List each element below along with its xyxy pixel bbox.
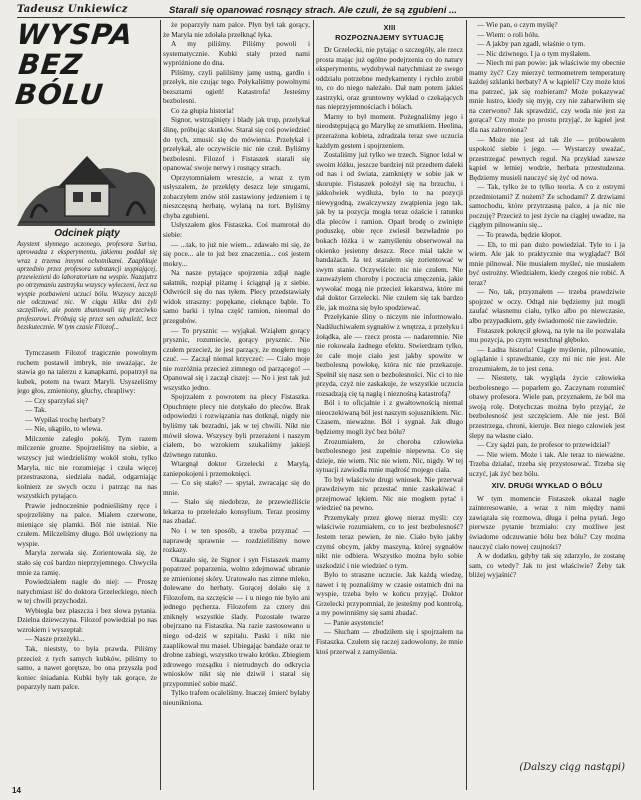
continued-note: (Dalszy ciąg nastąpi) — [519, 762, 625, 773]
paragraph: — To prysznic — wyjąkał. Wziąłem gorący prysznic, rozumiecie, gorący prysznic. Nie czułem przecież, że jest parzący, że mogłem tego czuć. — Zaczął niemal krzyczeć: — Ciało moje nie rozróżnia przecież zimnego od parzącego! — Opanował się i zaczął ciszej: — No i jest tak już wszystko jedno. — [163, 325, 310, 392]
story-title-line-1: WYSPA — [15, 18, 135, 51]
paragraph: — No, tak, przyznałem — trzeba prawdziwie spojrzeć w oczy. Odtąd nie będziemy już mogli zaufać własnemu ciału, tylko albo po niewczasie, albo przypadkiem, gdy świadomość nie zawiedzie. — [469, 287, 625, 325]
paragraph: — Panie asystencie! — [324, 617, 384, 627]
paragraph: Wybiegła bez płaszcza i bez słowa pytania. Dzielna dziewczyna. Filozof powiedział po nas wzrokiem i wyszeptał: — [17, 605, 157, 634]
header-strip — [17, 4, 625, 18]
paragraph: A my piliśmy. Piliśmy powoli i systematycznie. Kubki stały przed nami wypróżnione do dna. — [163, 39, 310, 68]
story-title-line-2: BEZ BÓLU — [13, 48, 106, 111]
story-title-block — [13, 18, 151, 130]
paragraph: — Nic dziwnego. I ja o tym myślałem. — [477, 48, 591, 58]
paragraph: — Niech mi pan powie: jak właściwie my obecnie mamy żyć? Czy mierzyć termometrem temperaturę każdej szklanki herbaty? A w kąpieli? Czy może ktoś ma patrzeć, jak się rozbieram? Może pokazywać mnie lustro, kiedy się myję, czy nie zabarwiłem się na czerwono? Jak sprawdzić, czy woda nie jest za gorąca? Czy może po prostu przyjąć, że kąpiel jest dla nas zabroniona? — [469, 58, 625, 135]
text-column-4 — [469, 20, 625, 760]
paragraph: Tak, nieststy, to była prawda. Piliśmy przecież z tych samych kubków, piliśmy to samo, a nawet gorętsze, bo ona przyszła pod koniec śniadania. Kubki były tak gorące, że poparzyły nam palce. — [17, 643, 157, 692]
paragraph: Prawie jednocześnie podnieśliśmy ręce i spojrzeliśmy na palce. Miałem czerwone, mieniące się plamki. Ból nie istniał. Nie czułem. Milczeliśmy długo. Ból uwięziony na wyspie. — [17, 500, 157, 548]
paragraph: Usłyszałem głos Fistaszka. Coś mamrotał do siebie: — [163, 220, 310, 240]
paragraph: Zostaliśmy już tylko we trzech. Signor leżał w swoim łóżku, jeszcze bardziej niż przedtem daleki od nas i od świata, zamknięty w sobie jak w skorupie. Fistaszek położył się na brzuchu, i jakkolwiek wydłuża, było to na pozycji niewygodną, zwalczywszy zwątpienia jego tak, jak by ta pozycja mogła teraz ożaście i ratunku dla pleców i ramion. Oparł brodę o zwinięte poduszkę, obie ręce zwiesił bezwładnie po bokach łóżka i w zamyśleniu obserwował na okienko jesienny deszcz. Rece miał także w bandażach. Ja też starałem się zorientować w swym stanie. Oczywiście: nic nie czułem. Nie zauważyłem choroby i poczucia zmęczenia, jakie wywołać mogą nie przecież lekarstwa, które mi dał doktor Grzelecki. Nie czułem się tak bardzo źle, jak można się było spodziewać. — [316, 150, 463, 312]
paragraph: Przemykały przez głowę nieraz myśli: czy właściwie rozumiałem, co to jest bezbolesność? Jestem teraz pewien, że nie. Ciało było jakby czymś obcym, jakby maszyną, której sygnałów nikt nie odbiera. Wszystko można było sobie uszkodzić i nie wiedzieć o tym. — [316, 512, 463, 570]
paragraph: Dr Grzelecki, nie pytając o szczegóły, ale rzecz prosta mając już ogólne podejrzenia co do natury eksperymentu, wydobywał natychmiast ze swego oddziału potrzebne medykamenty i rychło zrobił to, co do niego należało. Dał nam potem jakieś zastrzyki, oraz gruntowny wykład o czekających nas nieprzyjemnościach i bólach. — [316, 45, 463, 112]
paragraph: — Może nie jest aż tak źle — próbowałem uspokoić siebie i jego. — Wystarczy uważać, przestrzegać pewnych reguł. Na przykład zawsze kąpiel w letniej wodzie, herbata przestudzona. Będziemy musieli nauczyć się żyć od nowa. — [469, 134, 625, 182]
paragraph: Ból i to oficjalnie i z gwałtownością niemal nieoczekiwaną ból jest naszym sojusznikiem. Nic. Czasem, nieważne. Ból i sygnał. Jak długo będziemy mogli żyć bez bólu? — [316, 398, 463, 436]
paragraph: — Wiem: o roli bólu. — [477, 29, 540, 39]
paragraph: — To prawda, będzie kłopot. — [477, 230, 562, 240]
paragraph: W tym momencie Fistaszek okazał nagłe zainteresowanie, a wraz z nim między nami zawiązała się rozmowa, długa i pełna pytań. Jego pierwsze pytanie brzmiało: czy możliwe jest świadome odczuwanie bólu bez bólu? Czy można nauczyć ciało nowej czujności? — [469, 493, 625, 551]
column-divider — [466, 20, 467, 790]
paragraph: że poparzyły nam palce. Płyn był tak gorący, że Maryla nie zdołała przełknąć łyka. — [163, 20, 310, 39]
paragraph: — Stało się niedobrze, że przewieźliście lekarza to przeleżało konsylium. Teraz prosimy nas zbadać. — [163, 497, 310, 526]
paragraph: — A jakby pan zgadł, właśnie o tym. — [477, 39, 586, 49]
paragraph: — Ładna historia! Ciągłe myślenie, pilnowanie, oglądanie i sprawdzanie, czy mi nic nie jest. Ale zrozumiałem, że to jest cena. — [469, 344, 625, 373]
paragraph: To był właściwie drugi wniosek. Nie przerwał prawdziwym nic przestać mnie zaskakiwać i przejmować lękiem. Nic nie mogłem pytać i wiedzieć na pewno. — [316, 474, 463, 513]
paragraph: — Niestety, tak wygląda życie człowieka bezbolesnego — poparłem go. Zaczynam rozumieć obawy profesora. Wiele pan, przyznałem, że ból ma swoją rolę. Dotychczas można było przyjąć, że bezbolesność jest szczęściem. Ale nie jest. Ból przestrzega, chroni, kieruje. Bez niego człowiek jest ślepy na własne ciało. — [469, 373, 625, 440]
paragraph: Oprzytomniałem wreszcie, a wraz z tym usłyszałem, że przeklęty deszcz leje strugami, zobaczyłem znów stół zastawiony jedzeniem i tę nieszczęsną herbatę, wylaną na tort. Byliśmy chyba zgubieni. — [163, 172, 310, 220]
chapter-heading: XIV. DRUGI WYKŁAD O BÓLU — [491, 481, 603, 491]
paragraph: Tymczasem Filozof tragicznie powolnym ruchem postawił imbryk, nie uważając, że stawia go na talerzu z kanapkami, popatrzył na kubek, potem na twarz Maryli. Usyszeliśmy jego głos, zmieniony, głuchy, chrapliwy: — [17, 348, 157, 396]
paragraph: — Co się stało? — spytał, zwracając się do mnie. — [163, 478, 310, 497]
paragraph: — Wie pan, o czym myślę? — [477, 20, 558, 29]
paragraph: Przełykanie śliny o niczym nie informowało. Nadśluchiwałem sygnałów z wnętrza, z przełyku i żołądka, ale — rzecz prosta — nadaremnie. Nie nie rokowała żadnego efektu. Stwierdzam tylko, że całe moje ciało jest jakby spowite w bezbolesną powłokę, która nic nie przekazuje. Spełnił się nasz sen o bezbolesności. Nic ci to nie przyda, czyż nie zaskakuje, że wszystkie uczucia rozsadzają cię tą nagłą i nieznośną katastrofą? — [316, 312, 463, 398]
author-name: Tadeusz Unkiewicz — [17, 4, 128, 15]
paragraph: — Słucham — zbudziłem się i spojrzałem na Fistaszka. Czułem się raczej zadowolony, że mnie ktoś przerwał z zamyślenia. — [316, 627, 463, 656]
paragraph: Fistaszek pokręcił głową, na tyle na ile pozwalała mu pozycja, po czym westchnął głęboko. — [469, 325, 625, 345]
chapter-heading: XIII ROZPOZNAJEMY SYTUACJĘ — [335, 23, 444, 42]
text-column-1 — [17, 348, 157, 790]
page-number: 14 — [12, 786, 21, 795]
recap-text: Asystent słynnego uczonego, profesora Surisa, uprowadza z eksperymentu, jakiemu poddał się wraz z trzema innymi ochotnikami. Zaaplikuje uprzednio przez profesora substancji usypiającej, przewiezieni do laboratorium na wyspie. Nazajutrz po otrzymaniu zastrzyku wszyscy wyleczeni, lecz na wyspie pozbawieni uczuci bólu. Wszyscy zaczęli nie odczuwać nic. W ciągu kilku dni żyli szczęśliwie, ale potem zbuntowali się przeciwko profesorowi. Próbują się przez sen odnaleźć, lecz bezskutecznie. W tym czasie Filozof... — [17, 241, 157, 331]
paragraph: Maryla zerwała się. Zorientowała się, że stało się coś bardzo nieprzyjemnego. Chwyciła mnie za ramię. — [17, 548, 157, 577]
paragraph: — Czy sparzyłaś się? — [25, 395, 89, 405]
paragraph: Było to straszne uczucie. Jak każdą wiedzę, nawet i tę poznaliśmy w czasie ostatnich dni na wyspie, trzeba było w końcu przyjąć. Doktor Grzelecki przypomniał, że jesteśmy pod kontrolą, a my powinniśmy się sami zbadać. — [316, 570, 463, 618]
paragraph: — Eh, to mi pan dużo powiedział. Tyle to i ja wiem. Ale jak to praktycznie ma wyglądać? Ból mnie pilnował. Nie musiałem myśleć, nie musiałem być ostrożny. Wiedziałem, kiedy czegoś nie robić. A teraz? — [469, 239, 625, 287]
paragraph: — Nie, ukąpiło, to wlewa. — [25, 424, 103, 434]
paragraph: Zrozumiałem, że choroba człowieka bezbolesnego jest zupełnie niepewna. Co się dzieje, nie wiem. Nic nie wiem. Nic, nigdy. W tej sytuacji zawiodła mnie mądrość mojego ciała. — [316, 436, 463, 475]
paragraph: No i w ten sposób, a trzeba przyznać — naprawdę sprawnie — rozdzieliliśmy nowe rozkazy. — [163, 525, 310, 555]
paragraph: — Nie wiem. Może i tak. Ale teraz to nieważne. Trzeba działać, trzeba się przystosować. Trzeba się uczyć, jak żyć bez bólu. — [469, 449, 625, 478]
paragraph: Signor, wstrząśnięty i blady jak trup, przełykał ślinę, próbując skutków. Starał się coś powiedzieć do tych, zmusić się do mówienia. Przełykał i przełykał, ale oczywiście nic nie czuł. Byliśmy bezbolesni. Filozof i Fistaszek starali się opanować swoje nerwy i rosnący strach. — [163, 115, 310, 173]
paragraph: — Wypiłaś trochę herbaty? — [25, 414, 105, 424]
paragraph: Na nasze pytające spojrzenia zdjął nagle sałatnik, rozpiął piżamę i ściągnął ją z siebie. Odwrócił się do nas tyłem. Plecy przedstawiały widok straszny: popękane, cieknące bąble. To samo barki i tylna część ramion, nieomal do przegubów. — [163, 268, 310, 325]
paragraph: Tylko trafem ocaleliśmy. Inaczej śmierć byłaby nieunikniona. — [163, 688, 310, 707]
recap-heading: Odcinek piąty — [54, 228, 120, 239]
paragraph: — Tak. — [25, 405, 47, 415]
text-column-3 — [316, 20, 463, 790]
header-motto: Starali się opanować rosnący strach. Ale czuli, że są zgubieni ... — [169, 5, 457, 16]
paragraph: — Nasze przeżyki... — [25, 634, 85, 644]
house-illustration — [17, 118, 157, 226]
paragraph: Marny to był moment. Pożegnaliśmy jego i nieodstępującą go Marylkę ze smutkiem. Heelina, przerażona kobieta, zdradzała teraz swe uczucia każdym gestem i spojrzeniem. — [316, 111, 463, 150]
paragraph: Wtargnął doktor Grzelecki z Marylą, zaniepokojeni i przemoknięci. — [163, 459, 310, 478]
paragraph: Okazało się, że Signor i syn Fistaszek mamy popatrzeć poparzenia, wolno zdejmować ubranie ze zmienionej skóry. Uratowało nas zimne mleko, dolewane do herbaty. Gorącej dolało się z Filozofem, na szczęście — i u niego nie było ani jednego pęcherza. Filozofem za cztery dni zniknęły wszystkie ślady. Pozostałe twarze obejrzano na Fistaszka. Na razie zastosowano u niego od-dziś w szpitalu. Paski i nikt nie zaaplikował mu maseł. Ubiegając bandaże oraz te drobne zabiegi, wszystko trwało krótko. Zbiegiem zdrowego rozsądku i nietrudnych do odkrycia wniosków nikt się nie dziwił i starał się przypomnieć sobie maść. — [163, 554, 310, 688]
paragraph: Milczenie zaległo pokój. Tym razem milczenie grozne. Spojrzeliśmy na siebie, a wszyscy już wiedzieliśmy wokół stołu, tylko Maryla, nic nie rozumiejąc i czuła więcej przestraszona, siedziała nadal, odgarniając kołnierz ze swych oczu i patrząc na nas wszystkich pytająco. — [17, 433, 157, 501]
paragraph: — Tak, tylko że to tylko teoria. A co z ostrymi przedmiotami? Z nożem? Ze schodami? Z drzwiami samochodu, które przytrzasną palce, a ja nic nie poczuję? Przecież to jest życie na ciągłej uwadze, na ciągłym pilnowaniu się... — [469, 182, 625, 230]
paragraph: Powiedziałem nagle do niej: — Proszę natychmiast iść do doktora Grzeleckiego, niech w tej chwili przychodzi. — [17, 577, 157, 606]
story-recap-box — [17, 228, 157, 346]
paragraph: Spojrzałem z powrotem na plecy Fistaszka. Opuchnięte plecy nie dotykało do pleców. Brak odpowiedzi i rozwiązania nas dotknął, nigdy nie byliśmy tak bezradni, jak w tej chwili. Nikt nie mówił słowa. Wszyscy byli przerażeni i naszym ciałem, bo wzrokiem szukaliśmy jakiejś dziwnego ratunku. — [163, 392, 310, 459]
paragraph: A w dodatku, gdyby tak się zdarzyło, że zostanę sam, co wtedy? Jak to jest właściwie? Żeby tak bliżej wyjaśnić? — [469, 551, 625, 580]
paragraph: Co za głupia historia! — [171, 105, 235, 115]
paragraph: — ...tak, to już nie wiem... zdawało mi się, że się poce... ale to już bez znaczenia... coś jestem mokry... — [163, 239, 310, 268]
text-column-2 — [163, 20, 310, 790]
paragraph: Piliśmy, czyli paliliśmy jamę ustną, gardło i przełyk, nie czując tego. Połykaliśmy powolnymi bezsztami ogień! Katastrofa! Jesteśmy bezbolesni. — [163, 67, 310, 106]
paragraph: — Czy sądzi pan, że profesor to przewidział? — [477, 440, 610, 450]
column-divider — [313, 20, 314, 790]
column-divider — [160, 20, 161, 790]
